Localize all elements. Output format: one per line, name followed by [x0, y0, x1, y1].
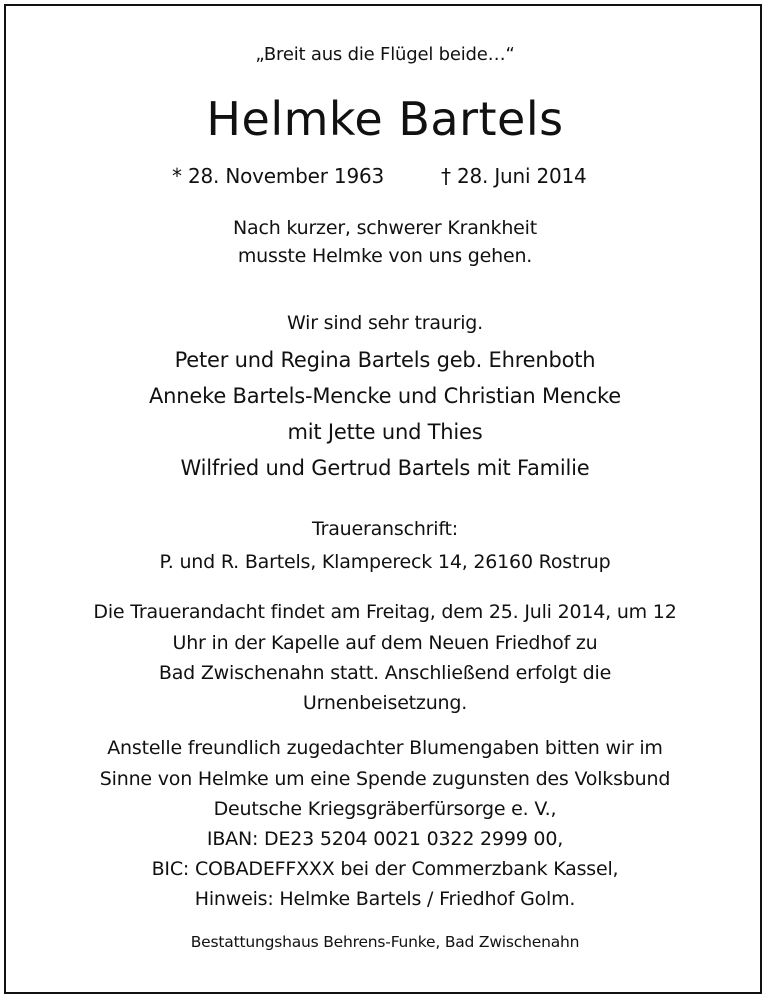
undertaker: Bestattungshaus Behrens-Funke, Bad Zwischenahn — [190, 933, 580, 951]
ceremony-line: Urnenbeisetzung. — [302, 692, 468, 714]
deceased-name: Helmke Bartels — [206, 92, 564, 146]
address: P. und R. Bartels, Klampereck 14, 26160 Rostrup — [159, 551, 611, 573]
ceremony-line: Bad Zwischenahn statt. Anschließend erfolgt die — [158, 662, 612, 684]
donation-line: Hinweis: Helmke Bartels / Friedhof Golm. — [194, 888, 576, 910]
message-line: Nach kurzer, schwerer Krankheit — [233, 217, 537, 239]
family-line: Anneke Bartels-Mencke und Christian Mencke — [149, 384, 621, 408]
family-line: mit Jette und Thies — [287, 420, 483, 444]
donation-line: BIC: COBADEFFXXX bei der Commerzbank Kassel, — [151, 858, 619, 880]
donation-line: Deutsche Kriegsgräberfürsorge e. V., — [213, 798, 557, 820]
family-line: Peter und Regina Bartels geb. Ehrenboth — [174, 348, 596, 372]
donation-line: Anstelle freundlich zugedachter Blumengaben bitten wir im — [107, 737, 663, 759]
death-date: † 28. Juni 2014 — [441, 164, 587, 188]
donation-line: IBAN: DE23 5204 0021 0322 2999 00, — [206, 828, 564, 850]
family-line: Wilfried und Gertrud Bartels mit Familie — [180, 456, 590, 480]
birth-date: * 28. November 1963 — [172, 164, 385, 188]
ceremony-line: Uhr in der Kapelle auf dem Neuen Friedhof zu — [172, 632, 598, 654]
ceremony-line: Die Trauerandacht findet am Freitag, dem 25. Juli 2014, um 12 — [93, 601, 677, 623]
sad-line: Wir sind sehr traurig. — [286, 312, 484, 334]
donation-line: Sinne von Helmke um eine Spende zugunsten des Volksbund — [99, 768, 671, 790]
motto-quote: „Breit aus die Flügel beide…“ — [255, 44, 515, 65]
message-line: musste Helmke von uns gehen. — [237, 245, 533, 267]
address-label: Traueranschrift: — [312, 518, 458, 540]
